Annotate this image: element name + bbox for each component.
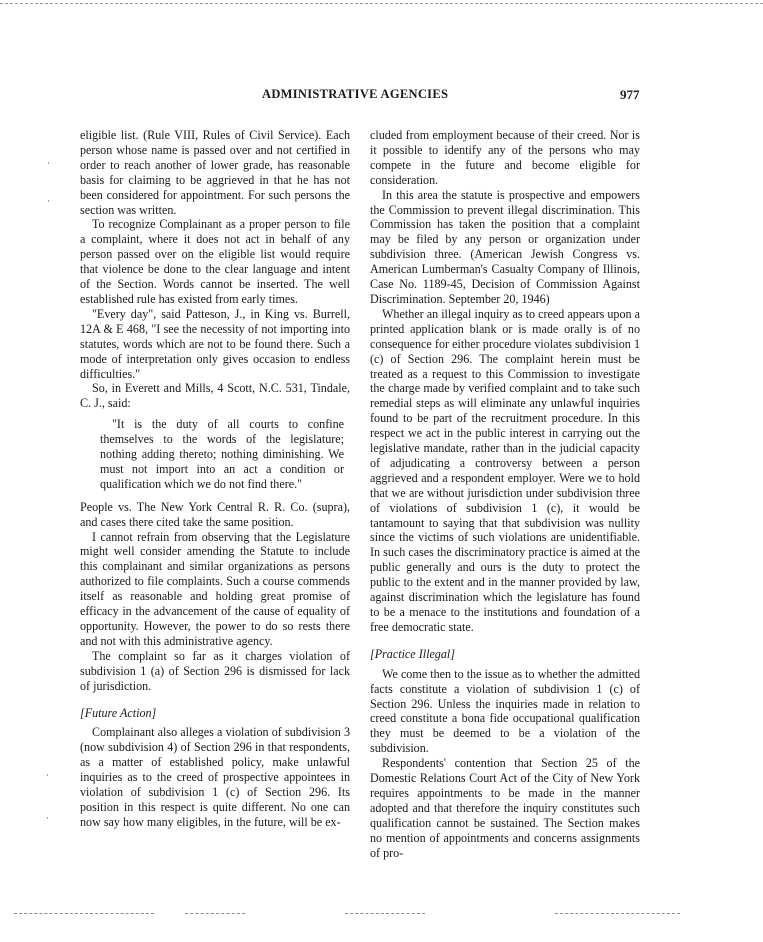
margin-dot: · — [47, 158, 50, 168]
paragraph: To recognize Complainant as a proper person to file a complaint, where it does not act in behalf of any person passed over on the eligible list would require that violence be done to the clear language and intent of the Section. Words cannot be inserted. The well established rule has existed from early times. — [80, 217, 350, 306]
paragraph: eligible list. (Rule VIII, Rules of Civil Service). Each person whose name is passed over and not certified in order to reach another of lower grade, has reasonable basis for claiming to be aggrieved in that he has not been considered for appointment. For such persons the section was written. — [80, 128, 350, 217]
paragraph: cluded from employment because of their creed. Nor is it possible to identify any of the persons who may compete in the future and become eligible for consideration. — [370, 128, 640, 187]
paragraph: Complainant also alleges a violation of subdivision 3 (now subdivision 4) of Section 296 in that respondents, as a matter of established policy, make unlawful inquiries as to the creed of prospective appointees in violation of subdivision 1 (c) of Section 296. Its position in this respect is quite different. No one can now say how many eligibles, in the future, will be ex- — [80, 725, 350, 829]
paragraph: In this area the statute is prospective and empowers the Commission to prevent illegal discrimination. This Commission has taken the position that a complaint may be filed by any person or organization under subdivision three. (American Jewish Congress vs. American Lumberman's Casualty Company of Illinois, Case No. 1189-45, Decision of Commission Against Discrimination. September 20, 1946) — [370, 187, 640, 306]
margin-dot: · — [46, 770, 49, 780]
bottom-scan-edge — [14, 913, 154, 914]
paragraph: Respondents' contention that Section 25 of the Domestic Relations Court Act of the City of New York requires appointments to be made in the manner adopted and that therefore the inquiry constitutes such qualification cannot be sustained. The Section makes no mention of appointments and concerns assignments of pro- — [370, 756, 640, 860]
paragraph: The complaint so far as it charges violation of subdivision 1 (a) of Section 296 is dismissed for lack of jurisdiction. — [80, 648, 350, 693]
section-heading: [Future Action] — [80, 705, 157, 720]
right-column — [370, 128, 640, 861]
paragraph: "Every day", said Patteson, J., in King vs. Burrell, 12A & E 468, "I see the necessity of not importing into statutes, words which are not to be found there. Such a mode of interpretation only gives occasion to endless difficulties." — [80, 306, 350, 381]
top-scan-edge — [0, 3, 763, 4]
margin-dot: · — [46, 813, 49, 823]
bottom-scan-edge — [555, 913, 680, 914]
paragraph: We come then to the issue as to whether the admitted facts constitute a violation of subdivision 1 (c) of Section 296. Unless the inquiries made in relation to creed constitute a bona fide occupational qualification they must be deemed to be a violation of the subdivision. — [370, 666, 640, 756]
page-number: 977 — [620, 87, 640, 102]
margin-dot: · — [47, 196, 50, 206]
section-heading: [Practice Illegal] — [370, 646, 455, 661]
running-head: ADMINISTRATIVE AGENCIES — [262, 87, 449, 101]
bottom-scan-edge — [345, 913, 425, 914]
bottom-scan-edge — [185, 913, 245, 914]
block-quote: "It is the duty of all courts to confine themselves to the words of the legislature; nothing adding thereto; nothing diminishing. We must not import into an act a condition or qualification which we do not find there." — [100, 417, 344, 491]
left-column — [80, 128, 350, 830]
paragraph: So, in Everett and Mills, 4 Scott, N.C. 531, Tindale, C. J., said: — [80, 381, 350, 411]
paragraph: Whether an illegal inquiry as to creed appears upon a printed application blank or is made orally is of no consequence for either procedure violates subdivision 1 (c) of Section 296. The complaint herein must be treated as a request to this Commission to investigate the charge made by verified complaint and to take such remedial steps as will eliminate any unlawful inquiries found to be part of the recruitment procedure. In this respect we act in the public interest in carrying out the legislative mandate, rather than in the judicial capacity of adjudicating a controversy between a person aggrieved and a respondent employer. Were we to hold that we are without jurisdiction under subdivision three of violations of subdivision 1 (c), it would be tantamount to saying that that subdivision was nullity since the victims of such violations are unidentifiable. In such cases the discriminatory practice is aimed at the public generally and ours is the duty to protect the public to the extent and in the manner provided by law, against discrimination which the legislature has found to be a menace to the institutions and foundation of a free democratic state. — [370, 306, 640, 634]
paragraph: I cannot refrain from observing that the Legislature might well consider amending the Statute to include this complainant and similar organizations as persons authorized to file complaints. Such a course commends itself as reasonable and holding great promise of efficacy in the advancement of the cause of equality of opportunity. However, the power to do so rests there and not with this administrative agency. — [80, 529, 350, 648]
paragraph: People vs. The New York Central R. R. Co. (supra), and cases there cited take the same position. — [80, 499, 350, 529]
